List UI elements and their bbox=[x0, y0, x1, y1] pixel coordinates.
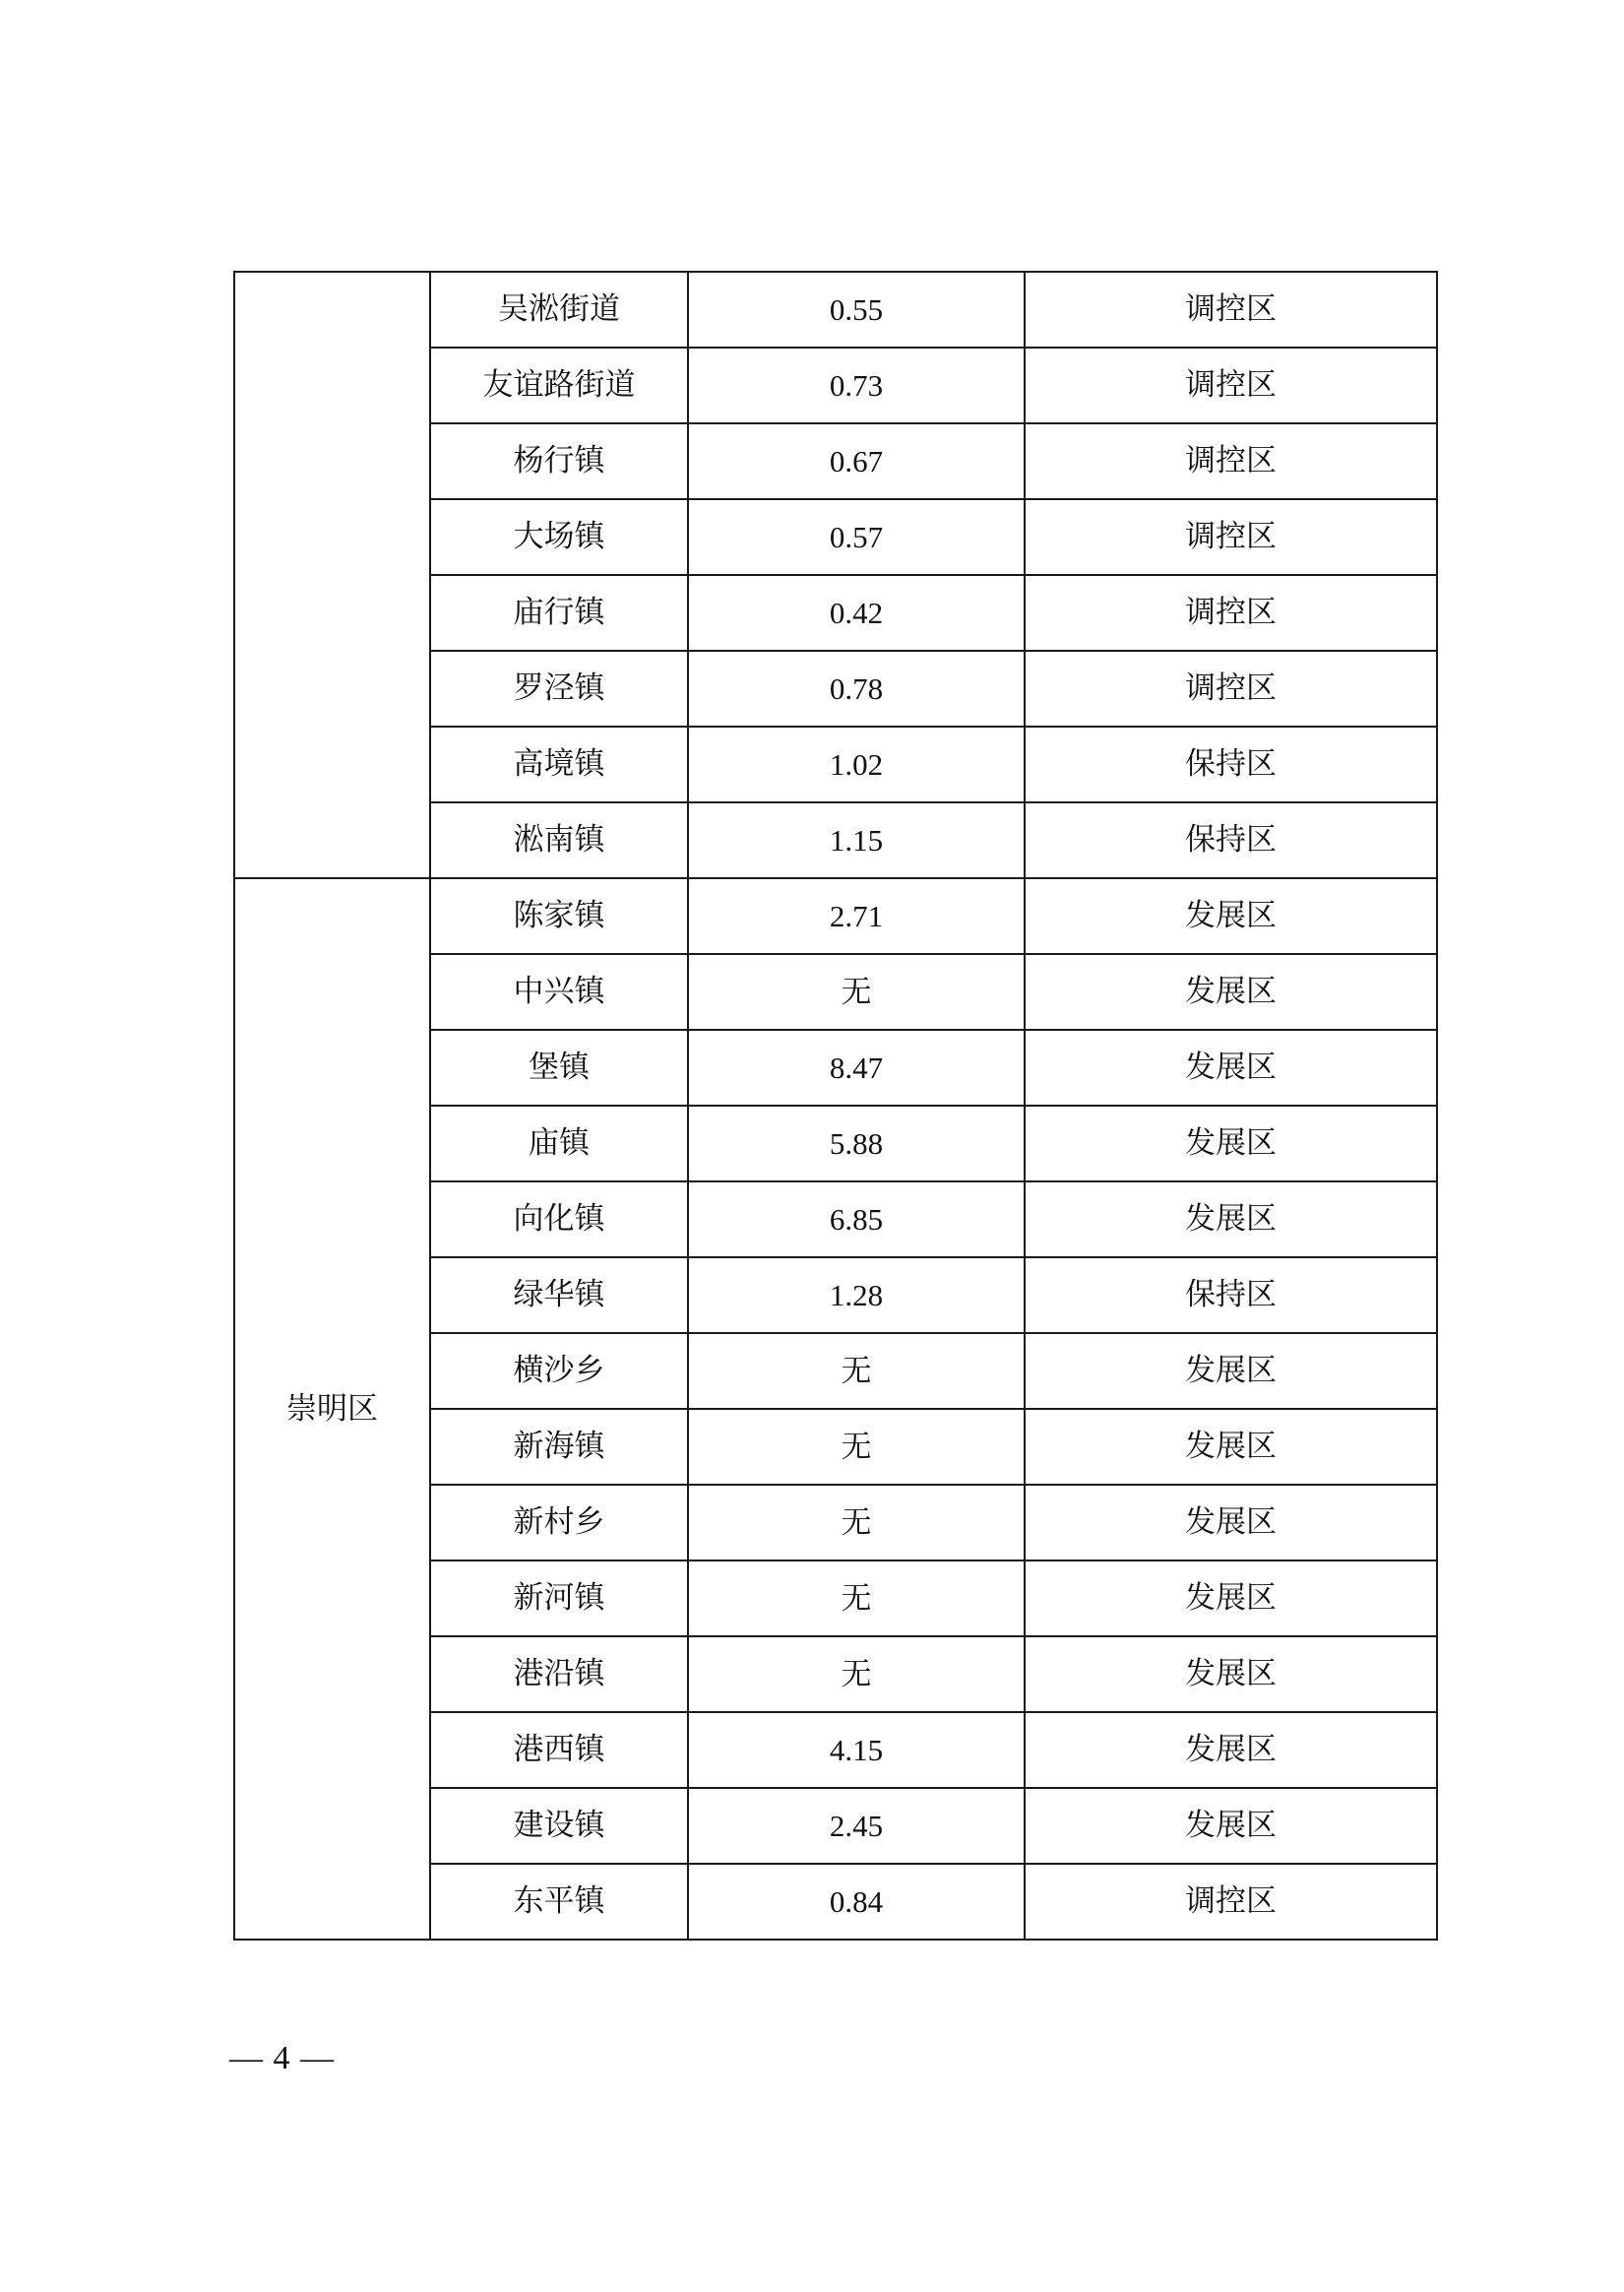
zone-type-cell: 发展区 bbox=[1025, 954, 1437, 1030]
town-name-cell: 新海镇 bbox=[430, 1409, 688, 1485]
town-name-cell: 堡镇 bbox=[430, 1030, 688, 1106]
value-cell: 无 bbox=[688, 1409, 1025, 1485]
town-name-cell: 吴淞街道 bbox=[430, 272, 688, 348]
town-name-cell: 横沙乡 bbox=[430, 1333, 688, 1409]
town-name-cell: 友谊路街道 bbox=[430, 348, 688, 423]
town-name-cell: 庙行镇 bbox=[430, 575, 688, 651]
zone-type-cell: 发展区 bbox=[1025, 1712, 1437, 1788]
value-cell: 0.67 bbox=[688, 423, 1025, 499]
table-row bbox=[234, 878, 1437, 954]
value-cell: 0.84 bbox=[688, 1864, 1025, 1940]
town-name-cell: 新河镇 bbox=[430, 1560, 688, 1636]
town-name-cell: 庙镇 bbox=[430, 1106, 688, 1181]
zone-type-cell: 调控区 bbox=[1025, 575, 1437, 651]
value-cell: 0.73 bbox=[688, 348, 1025, 423]
zone-type-cell: 发展区 bbox=[1025, 1409, 1437, 1485]
zone-type-cell: 发展区 bbox=[1025, 1560, 1437, 1636]
zone-type-cell: 发展区 bbox=[1025, 1030, 1437, 1106]
town-name-cell: 东平镇 bbox=[430, 1864, 688, 1940]
value-cell: 1.15 bbox=[688, 802, 1025, 878]
value-cell: 0.78 bbox=[688, 651, 1025, 727]
value-cell: 1.28 bbox=[688, 1257, 1025, 1333]
value-cell: 1.02 bbox=[688, 727, 1025, 802]
town-name-cell: 大场镇 bbox=[430, 499, 688, 575]
value-cell: 8.47 bbox=[688, 1030, 1025, 1106]
town-name-cell: 高境镇 bbox=[430, 727, 688, 802]
zone-type-cell: 调控区 bbox=[1025, 651, 1437, 727]
zone-type-cell: 保持区 bbox=[1025, 802, 1437, 878]
zone-type-cell: 发展区 bbox=[1025, 1636, 1437, 1712]
district-cell bbox=[234, 272, 430, 878]
town-name-cell: 向化镇 bbox=[430, 1181, 688, 1257]
zone-type-cell: 调控区 bbox=[1025, 423, 1437, 499]
value-cell: 无 bbox=[688, 1333, 1025, 1409]
zone-type-cell: 保持区 bbox=[1025, 727, 1437, 802]
zone-type-cell: 调控区 bbox=[1025, 1864, 1437, 1940]
zone-type-cell: 发展区 bbox=[1025, 1106, 1437, 1181]
value-cell: 0.55 bbox=[688, 272, 1025, 348]
zone-type-cell: 调控区 bbox=[1025, 348, 1437, 423]
zone-type-cell: 调控区 bbox=[1025, 499, 1437, 575]
zone-type-cell: 发展区 bbox=[1025, 1333, 1437, 1409]
value-cell: 无 bbox=[688, 1560, 1025, 1636]
zone-type-cell: 发展区 bbox=[1025, 1485, 1437, 1560]
value-cell: 0.42 bbox=[688, 575, 1025, 651]
zone-type-cell: 保持区 bbox=[1025, 1257, 1437, 1333]
table-row bbox=[234, 272, 1437, 348]
town-name-cell: 中兴镇 bbox=[430, 954, 688, 1030]
value-cell: 5.88 bbox=[688, 1106, 1025, 1181]
town-name-cell: 淞南镇 bbox=[430, 802, 688, 878]
value-cell: 2.45 bbox=[688, 1788, 1025, 1864]
town-name-cell: 新村乡 bbox=[430, 1485, 688, 1560]
town-name-cell: 罗泾镇 bbox=[430, 651, 688, 727]
town-name-cell: 陈家镇 bbox=[430, 878, 688, 954]
town-name-cell: 绿华镇 bbox=[430, 1257, 688, 1333]
zone-type-cell: 调控区 bbox=[1025, 272, 1437, 348]
town-name-cell: 港西镇 bbox=[430, 1712, 688, 1788]
zone-type-cell: 发展区 bbox=[1025, 878, 1437, 954]
value-cell: 无 bbox=[688, 1485, 1025, 1560]
value-cell: 无 bbox=[688, 1636, 1025, 1712]
value-cell: 0.57 bbox=[688, 499, 1025, 575]
zone-type-cell: 发展区 bbox=[1025, 1788, 1437, 1864]
town-name-cell: 杨行镇 bbox=[430, 423, 688, 499]
table-body bbox=[234, 272, 1437, 1940]
value-cell: 2.71 bbox=[688, 878, 1025, 954]
district-town-table bbox=[233, 271, 1438, 1941]
page-number: — 4 — bbox=[229, 2040, 335, 2076]
district-cell: 崇明区 bbox=[234, 878, 430, 1940]
value-cell: 无 bbox=[688, 954, 1025, 1030]
zone-type-cell: 发展区 bbox=[1025, 1181, 1437, 1257]
value-cell: 4.15 bbox=[688, 1712, 1025, 1788]
town-name-cell: 建设镇 bbox=[430, 1788, 688, 1864]
value-cell: 6.85 bbox=[688, 1181, 1025, 1257]
town-name-cell: 港沿镇 bbox=[430, 1636, 688, 1712]
